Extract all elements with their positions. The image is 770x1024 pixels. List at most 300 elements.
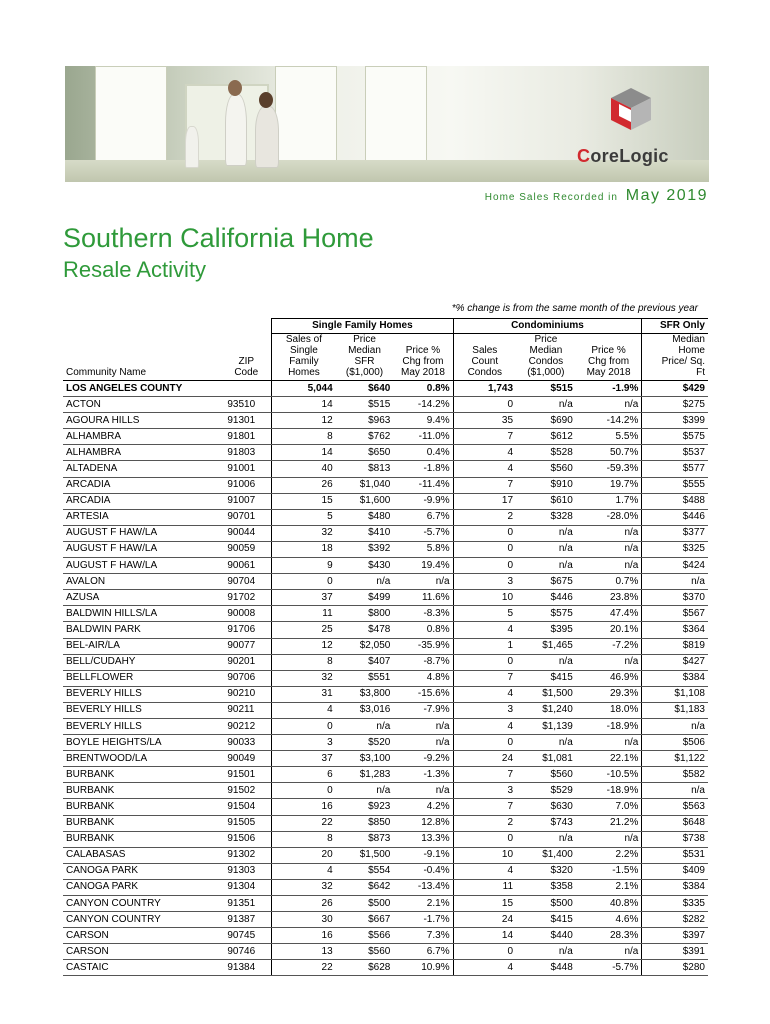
sfr-median-price: n/a bbox=[336, 783, 394, 799]
recorded-label: Home Sales Recorded in bbox=[484, 192, 618, 203]
community-name: CANYON COUNTRY bbox=[63, 896, 221, 912]
condo-sales: 7 bbox=[453, 477, 516, 493]
sfr-price-change: -35.9% bbox=[393, 638, 453, 654]
table-row bbox=[63, 429, 708, 445]
condo-sales: 17 bbox=[453, 493, 516, 509]
condo-price-change: -18.9% bbox=[576, 718, 642, 734]
condo-median-price: $610 bbox=[516, 493, 576, 509]
sfr-price-change: 12.8% bbox=[393, 815, 453, 831]
sfr-price-change: -14.2% bbox=[393, 397, 453, 413]
condo-sales: 3 bbox=[453, 574, 516, 590]
table-row bbox=[63, 509, 708, 525]
col-header-line: Sales bbox=[472, 345, 498, 356]
table-row bbox=[63, 702, 708, 718]
col-header-zip bbox=[221, 334, 271, 381]
condo-sales: 7 bbox=[453, 670, 516, 686]
condo-sales: 0 bbox=[453, 735, 516, 751]
price-per-sqft: $370 bbox=[642, 590, 708, 606]
condo-median-price: n/a bbox=[516, 654, 576, 670]
price-per-sqft: $575 bbox=[642, 429, 708, 445]
zip-code: 91504 bbox=[221, 799, 271, 815]
table-row bbox=[63, 686, 708, 702]
col-header-line: Family bbox=[289, 356, 319, 367]
zip-code: 91387 bbox=[221, 912, 271, 928]
condo-sales: 24 bbox=[453, 912, 516, 928]
sfr-sales: 26 bbox=[272, 477, 336, 493]
sfr-sales: 12 bbox=[272, 413, 336, 429]
condo-median-price: $320 bbox=[516, 863, 576, 879]
sfr-median-price: $1,283 bbox=[336, 767, 394, 783]
community-name: AGOURA HILLS bbox=[63, 413, 221, 429]
resale-table bbox=[63, 318, 708, 976]
condo-price-change: n/a bbox=[576, 944, 642, 960]
sfr-price-change: -8.3% bbox=[393, 606, 453, 622]
table-row bbox=[63, 638, 708, 654]
condo-median-price: $440 bbox=[516, 928, 576, 944]
recorded-date bbox=[485, 187, 708, 205]
sfr-price-change: 0.8% bbox=[393, 381, 453, 397]
col-header-line: May 2018 bbox=[401, 367, 445, 378]
zip-code: 91006 bbox=[221, 477, 271, 493]
sfr-sales: 0 bbox=[272, 718, 336, 734]
condo-price-change: n/a bbox=[576, 541, 642, 557]
sfr-sales: 16 bbox=[272, 928, 336, 944]
col-header-line: Home bbox=[678, 345, 705, 356]
col-header-line: Price % bbox=[591, 345, 626, 356]
person-head bbox=[228, 80, 242, 96]
window-graphic bbox=[275, 66, 337, 164]
community-name: BOYLE HEIGHTS/LA bbox=[63, 735, 221, 751]
sfr-sales: 30 bbox=[272, 912, 336, 928]
table-row bbox=[63, 815, 708, 831]
header-spacer bbox=[221, 319, 271, 334]
table-row bbox=[63, 896, 708, 912]
sfr-price-change: 0.4% bbox=[393, 445, 453, 461]
sfr-price-change: 10.9% bbox=[393, 960, 453, 976]
price-per-sqft: $582 bbox=[642, 767, 708, 783]
sfr-median-price: $642 bbox=[336, 879, 394, 895]
sfr-price-change: 4.8% bbox=[393, 670, 453, 686]
sfr-price-change: -11.4% bbox=[393, 477, 453, 493]
condo-median-price: $448 bbox=[516, 960, 576, 976]
table-row bbox=[63, 525, 708, 541]
zip-code: 91384 bbox=[221, 960, 271, 976]
condo-price-change: -10.5% bbox=[576, 767, 642, 783]
price-per-sqft: n/a bbox=[642, 718, 708, 734]
zip-code: 90044 bbox=[221, 525, 271, 541]
community-name: BALDWIN PARK bbox=[63, 622, 221, 638]
col-header-line: Condos bbox=[467, 367, 503, 378]
page-subtitle: Resale Activity bbox=[63, 257, 207, 282]
condo-median-price: $675 bbox=[516, 574, 576, 590]
sfr-median-price: $1,600 bbox=[336, 493, 394, 509]
sfr-price-change: -15.6% bbox=[393, 686, 453, 702]
community-name: CANOGA PARK bbox=[63, 863, 221, 879]
sfr-median-price: $1,500 bbox=[336, 847, 394, 863]
zip-code: 90701 bbox=[221, 509, 271, 525]
sfr-price-change: 5.8% bbox=[393, 541, 453, 557]
table-row bbox=[63, 735, 708, 751]
condo-sales: 4 bbox=[453, 863, 516, 879]
price-per-sqft: $397 bbox=[642, 928, 708, 944]
condo-sales: 4 bbox=[453, 960, 516, 976]
sfr-sales: 0 bbox=[272, 574, 336, 590]
condo-median-price: $1,240 bbox=[516, 702, 576, 718]
community-name: BURBANK bbox=[63, 831, 221, 847]
sfr-price-change: 6.7% bbox=[393, 944, 453, 960]
sfr-median-price: $3,800 bbox=[336, 686, 394, 702]
condo-price-change: -1.9% bbox=[576, 381, 642, 397]
sfr-price-change: 7.3% bbox=[393, 928, 453, 944]
price-per-sqft: $567 bbox=[642, 606, 708, 622]
zip-code: 91007 bbox=[221, 493, 271, 509]
sfr-price-change: -9.9% bbox=[393, 493, 453, 509]
condo-sales: 3 bbox=[453, 702, 516, 718]
condo-sales: 4 bbox=[453, 718, 516, 734]
community-name: BEVERLY HILLS bbox=[63, 686, 221, 702]
community-name: CANYON COUNTRY bbox=[63, 912, 221, 928]
page-title: Southern California Home bbox=[63, 223, 374, 253]
condo-price-change: 23.8% bbox=[576, 590, 642, 606]
price-per-sqft: $555 bbox=[642, 477, 708, 493]
condo-price-change: n/a bbox=[576, 558, 642, 574]
corelogic-mark-icon bbox=[571, 80, 691, 146]
condo-price-change: 18.0% bbox=[576, 702, 642, 718]
sfr-sales: 8 bbox=[272, 429, 336, 445]
community-name: AUGUST F HAW/LA bbox=[63, 558, 221, 574]
table-row bbox=[63, 413, 708, 429]
condo-sales: 4 bbox=[453, 445, 516, 461]
sfr-sales: 8 bbox=[272, 654, 336, 670]
zip-code: 90745 bbox=[221, 928, 271, 944]
sfr-median-price: $628 bbox=[336, 960, 394, 976]
sfr-median-price: n/a bbox=[336, 574, 394, 590]
person-head bbox=[259, 92, 273, 108]
price-per-sqft: $1,122 bbox=[642, 751, 708, 767]
person-figure bbox=[255, 106, 279, 168]
sfr-median-price: $515 bbox=[336, 397, 394, 413]
sfr-median-price: $3,016 bbox=[336, 702, 394, 718]
sfr-price-change: 4.2% bbox=[393, 799, 453, 815]
zip-code: 90059 bbox=[221, 541, 271, 557]
zip-code: 91706 bbox=[221, 622, 271, 638]
sfr-sales: 26 bbox=[272, 896, 336, 912]
col-header-line: Chg from bbox=[402, 356, 444, 367]
zip-code: 91506 bbox=[221, 831, 271, 847]
table-row bbox=[63, 590, 708, 606]
condo-median-price: $328 bbox=[516, 509, 576, 525]
sfr-sales: 25 bbox=[272, 622, 336, 638]
zip-code: 90061 bbox=[221, 558, 271, 574]
zip-code: 91303 bbox=[221, 863, 271, 879]
sfr-price-change: 19.4% bbox=[393, 558, 453, 574]
sfr-median-price: $873 bbox=[336, 831, 394, 847]
condo-median-price: n/a bbox=[516, 525, 576, 541]
condo-median-price: n/a bbox=[516, 397, 576, 413]
community-name: CARSON bbox=[63, 944, 221, 960]
sfr-price-change: -11.0% bbox=[393, 429, 453, 445]
sfr-median-price: n/a bbox=[336, 718, 394, 734]
col-header-line: Median bbox=[529, 345, 563, 356]
col-header-price-per-sqft bbox=[642, 334, 708, 381]
condo-median-price: $500 bbox=[516, 896, 576, 912]
community-name: BELL/CUDAHY bbox=[63, 654, 221, 670]
price-per-sqft: $738 bbox=[642, 831, 708, 847]
zip-code: 91702 bbox=[221, 590, 271, 606]
community-name: BELLFLOWER bbox=[63, 670, 221, 686]
condo-sales: 7 bbox=[453, 799, 516, 815]
condo-price-change: -14.2% bbox=[576, 413, 642, 429]
condo-sales: 2 bbox=[453, 815, 516, 831]
sfr-median-price: $478 bbox=[336, 622, 394, 638]
sfr-price-change: -13.4% bbox=[393, 879, 453, 895]
table-row bbox=[63, 606, 708, 622]
price-per-sqft: $537 bbox=[642, 445, 708, 461]
condo-price-change: n/a bbox=[576, 831, 642, 847]
price-per-sqft: $577 bbox=[642, 461, 708, 477]
sfr-median-price: $520 bbox=[336, 735, 394, 751]
sfr-median-price: $762 bbox=[336, 429, 394, 445]
table-row bbox=[63, 879, 708, 895]
zip-code: 90201 bbox=[221, 654, 271, 670]
sfr-price-change: -9.2% bbox=[393, 751, 453, 767]
col-header-line: Single bbox=[290, 345, 318, 356]
price-per-sqft: $275 bbox=[642, 397, 708, 413]
community-name: BURBANK bbox=[63, 815, 221, 831]
sfr-sales: 8 bbox=[272, 831, 336, 847]
sfr-sales: 11 bbox=[272, 606, 336, 622]
sfr-price-change: 13.3% bbox=[393, 831, 453, 847]
condo-median-price: $612 bbox=[516, 429, 576, 445]
sfr-sales: 22 bbox=[272, 960, 336, 976]
zip-code: 91502 bbox=[221, 783, 271, 799]
col-header-line: ($1,000) bbox=[527, 367, 565, 378]
sfr-median-price: $430 bbox=[336, 558, 394, 574]
condo-median-price: $415 bbox=[516, 912, 576, 928]
sfr-sales: 37 bbox=[272, 590, 336, 606]
sfr-median-price: $850 bbox=[336, 815, 394, 831]
col-header-line: Chg from bbox=[588, 356, 630, 367]
community-name: ARCADIA bbox=[63, 477, 221, 493]
condo-median-price: n/a bbox=[516, 735, 576, 751]
condo-sales: 4 bbox=[453, 622, 516, 638]
sfr-median-price: $410 bbox=[336, 525, 394, 541]
condo-median-price: $529 bbox=[516, 783, 576, 799]
price-per-sqft: $364 bbox=[642, 622, 708, 638]
table-row bbox=[63, 960, 708, 976]
sfr-sales: 4 bbox=[272, 702, 336, 718]
col-header-line: ZIP bbox=[238, 356, 255, 367]
condo-sales: 10 bbox=[453, 590, 516, 606]
condo-median-price: $358 bbox=[516, 879, 576, 895]
zip-code: 90704 bbox=[221, 574, 271, 590]
table-row bbox=[63, 461, 708, 477]
price-per-sqft: n/a bbox=[642, 783, 708, 799]
table-row bbox=[63, 799, 708, 815]
price-per-sqft: $446 bbox=[642, 509, 708, 525]
sfr-price-change: 6.7% bbox=[393, 509, 453, 525]
corelogic-logo bbox=[571, 80, 691, 166]
col-header-sfr-change bbox=[393, 334, 453, 381]
condo-sales: 0 bbox=[453, 558, 516, 574]
community-name: AVALON bbox=[63, 574, 221, 590]
zip-code: 90210 bbox=[221, 686, 271, 702]
sfr-sales: 0 bbox=[272, 783, 336, 799]
sfr-price-change: -8.7% bbox=[393, 654, 453, 670]
condo-median-price: $415 bbox=[516, 670, 576, 686]
community-name: CARSON bbox=[63, 928, 221, 944]
condo-price-change: 47.4% bbox=[576, 606, 642, 622]
price-per-sqft: $1,108 bbox=[642, 686, 708, 702]
price-per-sqft: $384 bbox=[642, 879, 708, 895]
col-header-line: Condos bbox=[528, 356, 564, 367]
sfr-sales: 22 bbox=[272, 815, 336, 831]
col-header-sfr-sales bbox=[272, 334, 336, 381]
col-header-line: Median bbox=[672, 334, 705, 345]
sfr-price-change: -1.8% bbox=[393, 461, 453, 477]
condo-sales: 7 bbox=[453, 767, 516, 783]
county-total-row bbox=[63, 381, 708, 397]
community-name: BURBANK bbox=[63, 783, 221, 799]
price-per-sqft: $325 bbox=[642, 541, 708, 557]
sfr-median-price: $407 bbox=[336, 654, 394, 670]
sfr-median-price: $480 bbox=[336, 509, 394, 525]
sfr-sales: 20 bbox=[272, 847, 336, 863]
zip-code: 90049 bbox=[221, 751, 271, 767]
col-header-line: Homes bbox=[288, 367, 320, 378]
zip-code: 90008 bbox=[221, 606, 271, 622]
condo-median-price: $1,500 bbox=[516, 686, 576, 702]
community-name: ALHAMBRA bbox=[63, 445, 221, 461]
condo-sales: 3 bbox=[453, 783, 516, 799]
sfr-sales: 40 bbox=[272, 461, 336, 477]
col-header-line: Price % bbox=[405, 345, 441, 356]
zip-code: 91801 bbox=[221, 429, 271, 445]
price-per-sqft: $506 bbox=[642, 735, 708, 751]
zip-code bbox=[221, 381, 271, 397]
condo-price-change: 4.6% bbox=[576, 912, 642, 928]
community-name: BEL-AIR/LA bbox=[63, 638, 221, 654]
condo-median-price: $1,139 bbox=[516, 718, 576, 734]
condo-median-price: n/a bbox=[516, 558, 576, 574]
table-row bbox=[63, 783, 708, 799]
sfr-median-price: $800 bbox=[336, 606, 394, 622]
condo-price-change: n/a bbox=[576, 397, 642, 413]
condo-price-change: n/a bbox=[576, 735, 642, 751]
window-graphic bbox=[95, 66, 167, 164]
table-row bbox=[63, 928, 708, 944]
sfr-sales: 6 bbox=[272, 767, 336, 783]
sfr-sales: 14 bbox=[272, 445, 336, 461]
price-per-sqft: $648 bbox=[642, 815, 708, 831]
header-spacer bbox=[63, 319, 221, 334]
condo-price-change: -1.5% bbox=[576, 863, 642, 879]
sfr-median-price: $963 bbox=[336, 413, 394, 429]
price-per-sqft: $282 bbox=[642, 912, 708, 928]
zip-code: 91501 bbox=[221, 767, 271, 783]
community-name: BEVERLY HILLS bbox=[63, 718, 221, 734]
condo-sales: 1,743 bbox=[453, 381, 516, 397]
price-per-sqft: $409 bbox=[642, 863, 708, 879]
condo-price-change: 50.7% bbox=[576, 445, 642, 461]
sfr-sales: 16 bbox=[272, 799, 336, 815]
table-row bbox=[63, 574, 708, 590]
sfr-sales: 37 bbox=[272, 751, 336, 767]
condo-median-price: $630 bbox=[516, 799, 576, 815]
price-per-sqft: $399 bbox=[642, 413, 708, 429]
sfr-price-change: -1.3% bbox=[393, 767, 453, 783]
condo-sales: 0 bbox=[453, 944, 516, 960]
col-header-line: May 2018 bbox=[586, 367, 631, 378]
sfr-median-price: $392 bbox=[336, 541, 394, 557]
sfr-sales: 5 bbox=[272, 509, 336, 525]
condo-sales: 0 bbox=[453, 831, 516, 847]
price-per-sqft: $488 bbox=[642, 493, 708, 509]
community-name: BRENTWOOD/LA bbox=[63, 751, 221, 767]
sfr-median-price: $3,100 bbox=[336, 751, 394, 767]
condo-price-change: 2.1% bbox=[576, 879, 642, 895]
table-row bbox=[63, 912, 708, 928]
condo-price-change: 20.1% bbox=[576, 622, 642, 638]
table-row bbox=[63, 445, 708, 461]
condo-price-change: 40.8% bbox=[576, 896, 642, 912]
community-name: ALTADENA bbox=[63, 461, 221, 477]
sfr-median-price: $500 bbox=[336, 896, 394, 912]
table-row bbox=[63, 477, 708, 493]
condo-price-change: -7.2% bbox=[576, 638, 642, 654]
sfr-price-change: 11.6% bbox=[393, 590, 453, 606]
condo-price-change: 0.7% bbox=[576, 574, 642, 590]
condo-price-change: 22.1% bbox=[576, 751, 642, 767]
window-graphic bbox=[365, 66, 427, 164]
zip-code: 93510 bbox=[221, 397, 271, 413]
price-per-sqft: $429 bbox=[642, 381, 708, 397]
sfr-median-price: $667 bbox=[336, 912, 394, 928]
condo-price-change: n/a bbox=[576, 525, 642, 541]
condo-price-change: 7.0% bbox=[576, 799, 642, 815]
condo-sales: 0 bbox=[453, 654, 516, 670]
community-name: BURBANK bbox=[63, 799, 221, 815]
condo-sales: 15 bbox=[453, 896, 516, 912]
sfr-price-change: n/a bbox=[393, 783, 453, 799]
col-header-condo-price bbox=[516, 334, 576, 381]
community-name: AZUSA bbox=[63, 590, 221, 606]
condo-sales: 14 bbox=[453, 928, 516, 944]
group-sfr: Single Family Homes bbox=[272, 319, 453, 334]
condo-price-change: -28.0% bbox=[576, 509, 642, 525]
condo-median-price: $560 bbox=[516, 461, 576, 477]
condo-sales: 7 bbox=[453, 429, 516, 445]
col-header-line: Count bbox=[471, 356, 499, 367]
condo-sales: 0 bbox=[453, 397, 516, 413]
price-per-sqft: $335 bbox=[642, 896, 708, 912]
sfr-median-price: $650 bbox=[336, 445, 394, 461]
condo-median-price: $1,465 bbox=[516, 638, 576, 654]
sfr-sales: 31 bbox=[272, 686, 336, 702]
condo-price-change: 1.7% bbox=[576, 493, 642, 509]
price-per-sqft: $391 bbox=[642, 944, 708, 960]
zip-code: 91351 bbox=[221, 896, 271, 912]
col-header-condo-change bbox=[576, 334, 642, 381]
table-row bbox=[63, 622, 708, 638]
condo-median-price: $528 bbox=[516, 445, 576, 461]
table-row bbox=[63, 847, 708, 863]
header-banner-photo bbox=[65, 66, 709, 182]
price-per-sqft: $563 bbox=[642, 799, 708, 815]
sfr-price-change: -1.7% bbox=[393, 912, 453, 928]
sfr-price-change: -5.7% bbox=[393, 525, 453, 541]
condo-median-price: $910 bbox=[516, 477, 576, 493]
